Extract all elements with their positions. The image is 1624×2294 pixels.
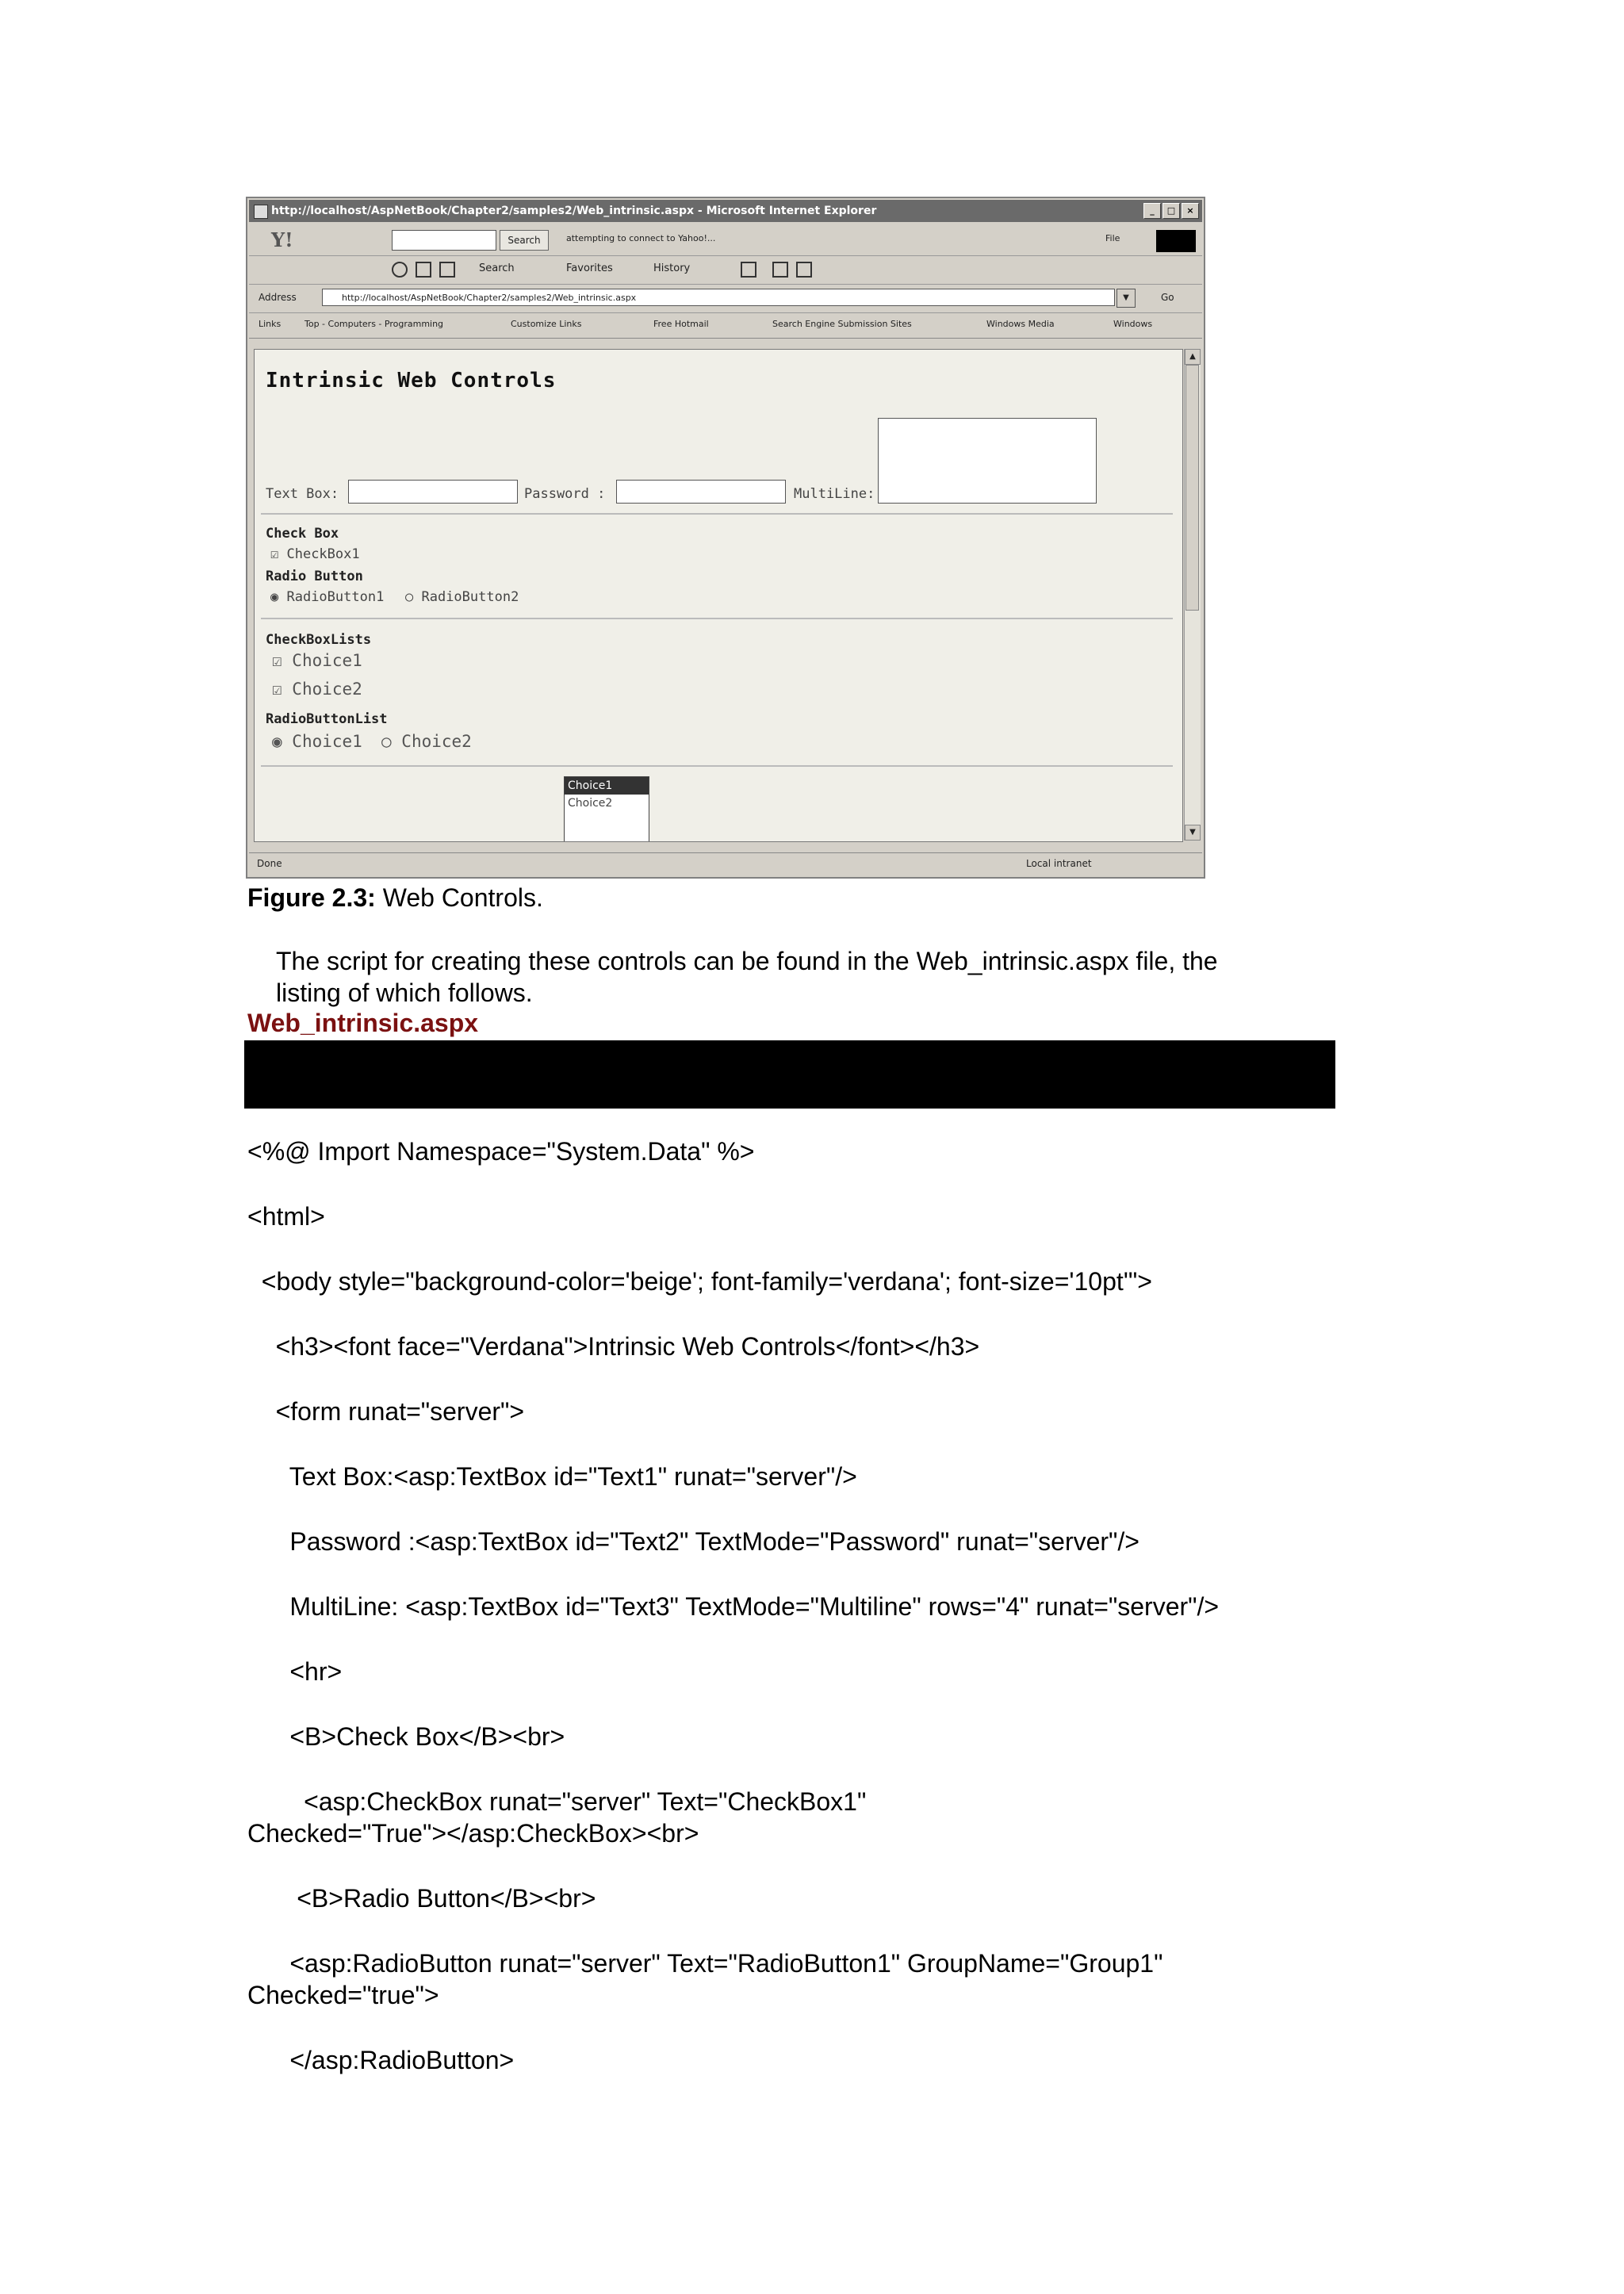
link-item[interactable]: Windows Media xyxy=(986,319,1055,329)
checkbox1[interactable]: ☑ CheckBox1 xyxy=(270,546,360,562)
paragraph-line: listing of which follows. xyxy=(276,978,533,1007)
figure-caption xyxy=(247,882,543,913)
code-line: </asp:RadioButton> xyxy=(247,2046,515,2074)
status-bar xyxy=(249,852,1202,875)
links-bar xyxy=(249,312,1202,339)
code-line: <B>Radio Button</B><br> xyxy=(247,1884,596,1913)
yahoo-icon[interactable]: Y! xyxy=(271,228,293,251)
stop-icon[interactable] xyxy=(392,262,408,278)
windows-flag-icon xyxy=(1156,230,1196,252)
list-box-option[interactable]: Choice2 xyxy=(568,797,613,810)
checkboxlist-choice2-label: Choice2 xyxy=(292,680,362,699)
checkbox1-label: CheckBox1 xyxy=(286,546,360,562)
checkboxlist-choice1-label: Choice1 xyxy=(292,651,362,670)
code-line: <asp:RadioButton runat="server" Text="RadioButton1" GroupName="Group1" xyxy=(247,1949,1163,1978)
radio-heading: Radio Button xyxy=(266,569,363,584)
mail-icon[interactable] xyxy=(741,262,756,278)
minimize-button[interactable]: _ xyxy=(1143,203,1161,219)
list-box[interactable] xyxy=(564,776,649,842)
code-header-bar xyxy=(244,1040,1335,1109)
home-icon[interactable] xyxy=(439,262,455,278)
scroll-up-icon[interactable]: ▲ xyxy=(1185,349,1201,365)
code-line: <body style="background-color='beige'; font-family='verdana'; font-size='10pt'"> xyxy=(247,1267,1152,1296)
multiline-textarea[interactable] xyxy=(878,418,1097,504)
window-controls xyxy=(1143,203,1199,219)
divider xyxy=(261,513,1173,515)
figure-caption-text: Web Controls. xyxy=(382,883,543,912)
browser-screenshot xyxy=(246,197,1205,879)
toolbar-status-message: attempting to connect to Yahoo!... xyxy=(566,233,716,243)
link-item[interactable]: Customize Links xyxy=(511,319,582,329)
divider xyxy=(261,765,1173,767)
radio-button2-label: RadioButton2 xyxy=(421,589,519,605)
favorites-nav-button[interactable]: Favorites xyxy=(566,262,613,274)
radiobuttonlist-choice2[interactable]: ○ Choice2 xyxy=(381,732,472,751)
scroll-thumb[interactable] xyxy=(1185,365,1199,611)
ie-icon xyxy=(254,205,268,219)
address-label: Address xyxy=(259,292,297,303)
yahoo-toolbar xyxy=(249,224,1202,256)
code-line: <form runat="server"> xyxy=(247,1397,525,1426)
print-icon[interactable] xyxy=(772,262,788,278)
link-item[interactable]: Search Engine Submission Sites xyxy=(772,319,912,329)
radiobuttonlist-choice1[interactable]: ◉ Choice1 xyxy=(272,732,362,751)
page-heading: Intrinsic Web Controls xyxy=(266,369,557,393)
checkbox-heading: Check Box xyxy=(266,526,339,542)
code-line: Checked="True"></asp:CheckBox><br> xyxy=(247,1819,699,1848)
checkboxlist-choice2[interactable]: ☑ Choice2 xyxy=(272,680,362,699)
browser-title-bar xyxy=(249,200,1202,222)
code-line: <%@ Import Namespace="System.Data" %> xyxy=(247,1137,755,1166)
address-input[interactable]: http://localhost/AspNetBook/Chapter2/samples2/Web_intrinsic.aspx xyxy=(322,289,1115,306)
radio-button1[interactable]: ◉ RadioButton1 xyxy=(270,589,385,605)
code-line: <B>Check Box</B><br> xyxy=(247,1722,565,1751)
go-button[interactable]: Go xyxy=(1161,292,1174,303)
code-line: <asp:CheckBox runat="server" Text="CheckBox1" xyxy=(247,1787,867,1816)
code-line: MultiLine: <asp:TextBox id="Text3" TextMode="Multiline" rows="4" runat="server"/> xyxy=(247,1592,1220,1621)
checkboxlist-heading: CheckBoxLists xyxy=(266,632,372,648)
radiobuttonlist-choice2-label: Choice2 xyxy=(401,732,472,751)
radiobuttonlist-choice1-label: Choice1 xyxy=(292,732,362,751)
code-line: <h3><font face="Verdana">Intrinsic Web Controls</font></h3> xyxy=(247,1332,980,1361)
code-line: Password :<asp:TextBox id="Text2" TextMode="Password" runat="server"/> xyxy=(247,1527,1139,1556)
radiobuttonlist-heading: RadioButtonList xyxy=(266,711,388,727)
toolbar-search-button[interactable]: Search xyxy=(500,230,549,251)
standard-toolbar xyxy=(249,255,1202,285)
text-box-input[interactable] xyxy=(348,480,518,504)
code-line: Text Box:<asp:TextBox id="Text1" runat="server"/> xyxy=(247,1462,857,1491)
textbox-label: Text Box: xyxy=(266,486,339,502)
vertical-scrollbar[interactable] xyxy=(1184,349,1201,841)
address-bar xyxy=(249,284,1202,313)
status-zone: Local intranet xyxy=(1026,858,1092,869)
link-item[interactable]: Free Hotmail xyxy=(653,319,709,329)
page-content xyxy=(254,349,1183,842)
search-nav-button[interactable]: Search xyxy=(479,262,515,274)
multiline-label: MultiLine: xyxy=(794,486,875,502)
history-nav-button[interactable]: History xyxy=(653,262,691,274)
figure-label: Figure 2.3: xyxy=(247,883,376,912)
paragraph-line: The script for creating these controls can be found in the Web_intrinsic.aspx file, the xyxy=(276,947,1218,975)
divider xyxy=(261,618,1173,619)
scroll-down-icon[interactable]: ▼ xyxy=(1185,825,1201,841)
browser-title: http://localhost/AspNetBook/Chapter2/samples2/Web_intrinsic.aspx - Microsoft Internet Explorer xyxy=(271,205,877,217)
radio-button1-label: RadioButton1 xyxy=(286,589,385,605)
toolbar-file-label[interactable]: File xyxy=(1105,233,1120,243)
refresh-icon[interactable] xyxy=(416,262,431,278)
toolbar-search-input[interactable] xyxy=(392,230,496,251)
password-label: Password : xyxy=(524,486,606,502)
listing-title: Web_intrinsic.aspx xyxy=(247,1009,479,1037)
password-input[interactable] xyxy=(616,480,786,504)
link-item[interactable]: Top - Computers - Programming xyxy=(304,319,444,329)
edit-icon[interactable] xyxy=(796,262,812,278)
maximize-button[interactable]: □ xyxy=(1162,203,1180,219)
code-line: Checked="true"> xyxy=(247,1981,439,2009)
address-dropdown-icon[interactable]: ▼ xyxy=(1116,289,1136,308)
code-line: <html> xyxy=(247,1202,325,1231)
checkboxlist-choice1[interactable]: ☑ Choice1 xyxy=(272,651,362,670)
link-item[interactable]: Windows xyxy=(1113,319,1153,329)
close-button[interactable]: × xyxy=(1182,203,1199,219)
code-line: <hr> xyxy=(247,1657,343,1686)
radio-button2[interactable]: ○ RadioButton2 xyxy=(405,589,519,605)
status-text: Done xyxy=(257,858,282,869)
list-box-option-selected[interactable]: Choice1 xyxy=(565,777,649,795)
links-label: Links xyxy=(259,319,282,329)
